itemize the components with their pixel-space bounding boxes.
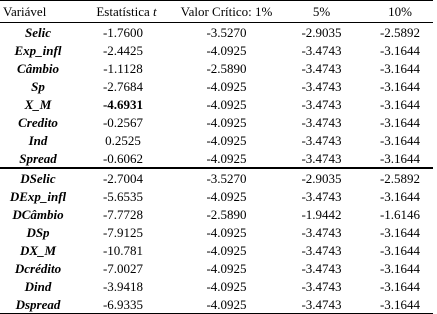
variable-name: Dind [24,278,52,294]
critical-1pct: -4.0925 [206,78,247,94]
header-t-symbol: t [153,4,157,19]
critical-10pct: -3.1644 [379,278,421,294]
header-estatistica-prefix: Estatística [96,4,154,19]
critical-10pct: -3.1644 [379,114,421,130]
t-statistic: -5.6535 [102,188,144,204]
critical-10pct: -3.1644 [379,150,421,166]
variable-name: Dcrédito [14,260,62,276]
critical-5pct: -3.4743 [301,150,342,166]
variable-name: Credito [18,114,58,130]
variable-name: Dspread [0,295,76,314]
table-row [0,168,433,187]
critical-5pct: -3.4743 [301,96,342,112]
critical-10pct: -3.1644 [379,60,421,76]
table-row [0,187,433,205]
t-statistic: -7.9125 [102,224,144,240]
critical-1pct: -2.5890 [206,60,247,76]
critical-1pct: -4.0925 [206,42,247,58]
t-statistic: -7.7728 [102,206,144,222]
t-statistic: -2.7004 [76,168,177,187]
header-variavel: Variável [0,1,76,23]
t-statistic: -4.6931 [102,96,144,112]
critical-5pct: -3.4743 [301,260,342,276]
variable-name: Ind [28,132,48,148]
header-valor-critico-1: Valor Crítico: 1% [177,1,276,23]
t-statistic: -2.4425 [102,42,144,58]
header-estatistica-t [76,1,177,23]
critical-5pct: -3.4743 [276,295,367,314]
critical-5pct: -3.4743 [301,42,342,58]
critical-1pct: -4.0925 [206,150,247,166]
table-row [0,223,433,241]
variable-name: DExp_infl [9,188,67,204]
critical-10pct: -3.1644 [379,132,421,148]
table-row [0,259,433,277]
critical-5pct: -3.4743 [301,60,342,76]
table-row [0,77,433,95]
variable-name: Selic [25,24,51,40]
header-pct-10: 10% [367,1,433,23]
header-pct-5: 5% [276,1,367,23]
critical-10pct: -3.1644 [379,242,421,258]
critical-10pct: -1.6146 [379,206,421,222]
critical-5pct: -3.4743 [301,132,342,148]
t-statistic: -0.6062 [102,150,144,166]
variable-name: Spread [19,150,57,166]
critical-5pct: -3.4743 [301,242,342,258]
table-row [0,41,433,59]
critical-1pct: -4.0925 [206,114,247,130]
t-statistic: -3.9418 [102,278,144,294]
table-row [0,295,433,314]
table-row [0,131,433,149]
critical-1pct: -4.0925 [206,242,247,258]
critical-10pct: -2.5892 [367,168,433,187]
critical-5pct: -2.9035 [301,24,342,40]
table-row [0,277,433,295]
variable-name: Exp_infl [14,42,62,58]
table-row [0,95,433,113]
table-row [0,23,433,42]
table-row [0,205,433,223]
critical-10pct: -3.1644 [379,224,421,240]
header-row [0,1,433,23]
variable-name: X_M [24,96,52,112]
t-statistic: -1.1128 [103,60,143,76]
critical-5pct: -3.4743 [301,278,342,294]
critical-1pct: -4.0925 [206,224,247,240]
variable-name: DSp [26,224,50,240]
t-statistic: -2.7684 [102,78,144,94]
variable-name: DCâmbio [12,206,64,222]
critical-1pct: -2.5890 [206,206,247,222]
critical-10pct: -3.1644 [367,295,433,314]
critical-10pct: -3.1644 [379,260,421,276]
variable-name: Câmbio [17,60,59,76]
t-statistic: -6.9335 [76,295,177,314]
critical-10pct: -3.1644 [379,42,421,58]
critical-10pct: -3.1644 [379,188,421,204]
critical-1pct: -3.5270 [177,168,276,187]
t-statistic: 0.2525 [105,132,141,148]
t-statistic: -10.781 [102,242,144,258]
t-statistic: -1.7600 [102,24,144,40]
t-statistic: -7.0027 [102,260,144,276]
critical-5pct: -3.4743 [301,114,342,130]
critical-10pct: -3.1644 [379,96,421,112]
critical-1pct: -4.0925 [206,278,247,294]
critical-5pct: -3.4743 [301,78,342,94]
differences-group [0,168,433,314]
table-row [0,149,433,168]
critical-5pct: -3.4743 [301,188,342,204]
table-row [0,59,433,77]
variable-name: DX_M [19,242,57,258]
t-statistic: -0.2567 [102,114,144,130]
table-row [0,241,433,259]
critical-1pct: -4.0925 [206,96,247,112]
critical-10pct: -2.5892 [379,24,421,40]
critical-5pct: -1.9442 [301,206,342,222]
levels-group [0,23,433,169]
variable-name: DSelic [0,168,76,187]
critical-10pct: -3.1644 [379,78,421,94]
variable-name: Sp [31,78,45,94]
critical-5pct: -3.4743 [301,224,342,240]
critical-1pct: -4.0925 [206,132,247,148]
critical-1pct: -4.0925 [177,295,276,314]
critical-1pct: -4.0925 [206,188,247,204]
critical-5pct: -2.9035 [276,168,367,187]
critical-1pct: -3.5270 [206,24,247,40]
critical-1pct: -4.0925 [206,260,247,276]
table-header [0,1,433,23]
table-row [0,113,433,131]
